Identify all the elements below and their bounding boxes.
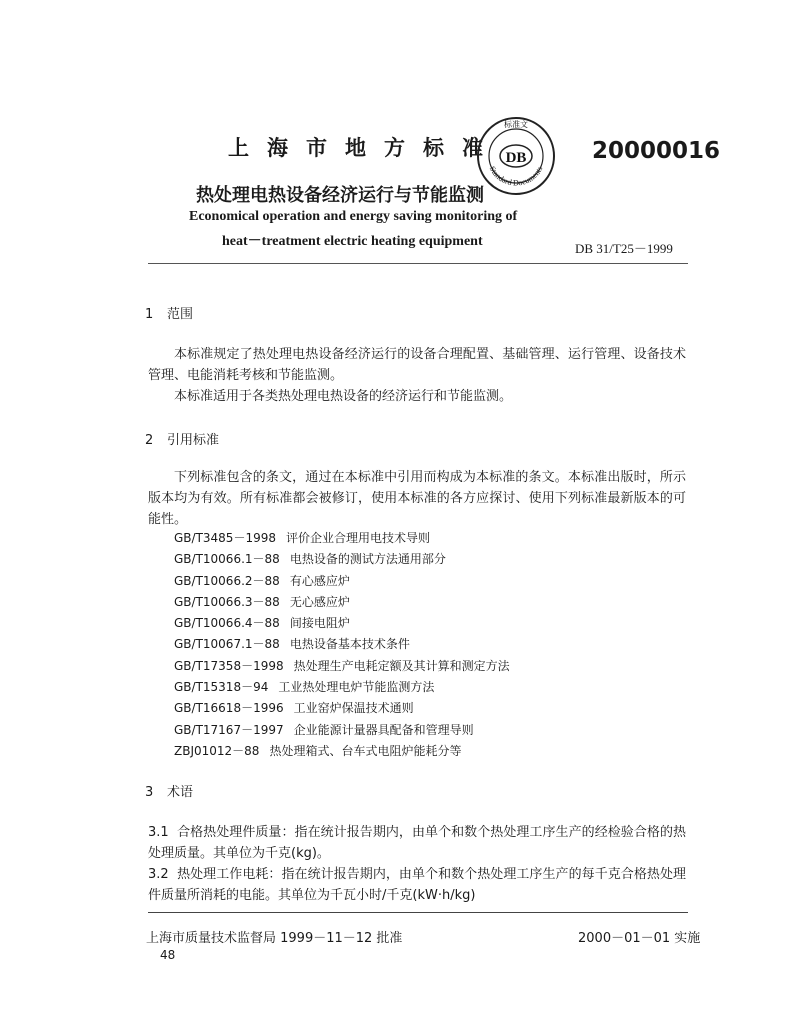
term-text: 热处理工作电耗：指在统计报告期内，由单个和数个热处理工序生产的每千克合格热处理件质量所消耗的电能。其单位为千瓦小时/千克(kW·h/kg): [148, 867, 686, 903]
reference-item: [174, 698, 510, 719]
reference-item: [174, 634, 510, 655]
reference-title: 企业能源计量器具配备和管理导则: [293, 722, 474, 737]
standard-number: 20000016: [592, 138, 721, 164]
reference-item: [174, 549, 510, 570]
reference-code: GB/T15318－94: [174, 680, 269, 695]
reference-item: [174, 741, 510, 762]
reference-list: [174, 528, 510, 762]
seal-top-text: 标准文: [504, 120, 528, 129]
reference-item: [174, 720, 510, 741]
reference-code: GB/T10066.2－88: [174, 573, 280, 588]
reference-item: [174, 571, 510, 592]
reference-code: GB/T10067.1－88: [174, 637, 280, 652]
footer-divider: [148, 912, 688, 913]
reference-code: GB/T10066.1－88: [174, 552, 280, 567]
page-number: 48: [160, 948, 176, 962]
term-text: 合格热处理件质量：指在统计报告期内，由单个和数个热处理工序生产的经检验合格的热处理质量。其单位为千克(kg)。: [148, 825, 686, 861]
reference-code: GB/T3485－1998: [174, 531, 276, 545]
reference-item: [174, 656, 510, 677]
section-title: 术语: [167, 785, 194, 800]
document-title-en-line2: heat－treatment electric heating equipment: [222, 234, 483, 249]
reference-item: [174, 592, 510, 613]
section-heading-scope: [145, 303, 193, 322]
reference-code: GB/T17167－1997: [174, 722, 284, 737]
section-heading-references: [145, 429, 219, 448]
reference-item: [174, 677, 510, 698]
standard-org-title: 上海市地方标准: [228, 136, 501, 160]
section-number: 1: [145, 307, 154, 322]
reference-code: GB/T10066.3－88: [174, 594, 280, 609]
reference-title: 电热设备的测试方法通用部分: [289, 552, 446, 567]
seal-center-text: DB: [505, 150, 527, 166]
reference-title: 评价企业合理用电技术导则: [285, 531, 430, 545]
reference-title: 工业窑炉保温技术通则: [293, 701, 414, 716]
reference-title: 热处理生产电耗定额及其计算和测定方法: [293, 658, 510, 673]
section-title: 引用标准: [167, 433, 220, 448]
reference-title: 电热设备基本技术条件: [289, 637, 410, 652]
section-title: 范围: [167, 307, 194, 322]
section-heading-terms: [145, 781, 193, 800]
term-item: [148, 822, 686, 864]
document-title-cn: 热处理电热设备经济运行与节能监测: [196, 185, 484, 206]
svg-text:Standard Documents: [488, 165, 545, 188]
section-number: 3: [145, 785, 154, 800]
reference-title: 工业热处理电炉节能监测方法: [278, 680, 435, 695]
implementation-date: 2000－01－01 实施: [578, 931, 701, 946]
term-item: [148, 864, 686, 906]
db-seal-icon: [474, 114, 558, 198]
seal-ring-text: Standard Documents: [487, 164, 545, 188]
reference-title: 无心感应炉: [289, 594, 350, 609]
standard-code: DB 31/T25－1999: [575, 241, 673, 256]
document-title-en-line1: Economical operation and energy saving monitoring of: [189, 209, 518, 224]
scope-paragraph-1: 本标准规定了热处理电热设备经济运行的设备合理配置、基础管理、运行管理、设备技术管理、电能消耗考核和节能监测。: [148, 347, 686, 383]
reference-title: 间接电阻炉: [289, 616, 350, 631]
reference-item: [174, 528, 510, 549]
reference-title: 热处理箱式、台车式电阻炉能耗分等: [269, 743, 462, 758]
references-intro: 下列标准包含的条文，通过在本标准中引用而构成为本标准的条文。本标准出版时，所示版本均为有效。所有标准都会被修订，使用本标准的各方应探讨、使用下列标准最新版本的可能性。: [148, 470, 686, 527]
reference-code: GB/T10066.4－88: [174, 616, 280, 631]
reference-code: ZBJ01012－88: [174, 743, 260, 758]
term-number: 3.1: [148, 825, 169, 840]
reference-item: [174, 613, 510, 634]
term-number: 3.2: [148, 867, 169, 882]
scope-paragraph-2: 本标准适用于各类热处理电热设备的经济运行和节能监测。: [174, 389, 513, 404]
reference-title: 有心感应炉: [289, 573, 350, 588]
issued-by: 上海市质量技术监督局 1999－11－12 批准: [146, 931, 403, 946]
section-number: 2: [145, 433, 154, 448]
header-divider: [148, 263, 688, 264]
reference-code: GB/T17358－1998: [174, 658, 284, 673]
reference-code: GB/T16618－1996: [174, 701, 284, 716]
